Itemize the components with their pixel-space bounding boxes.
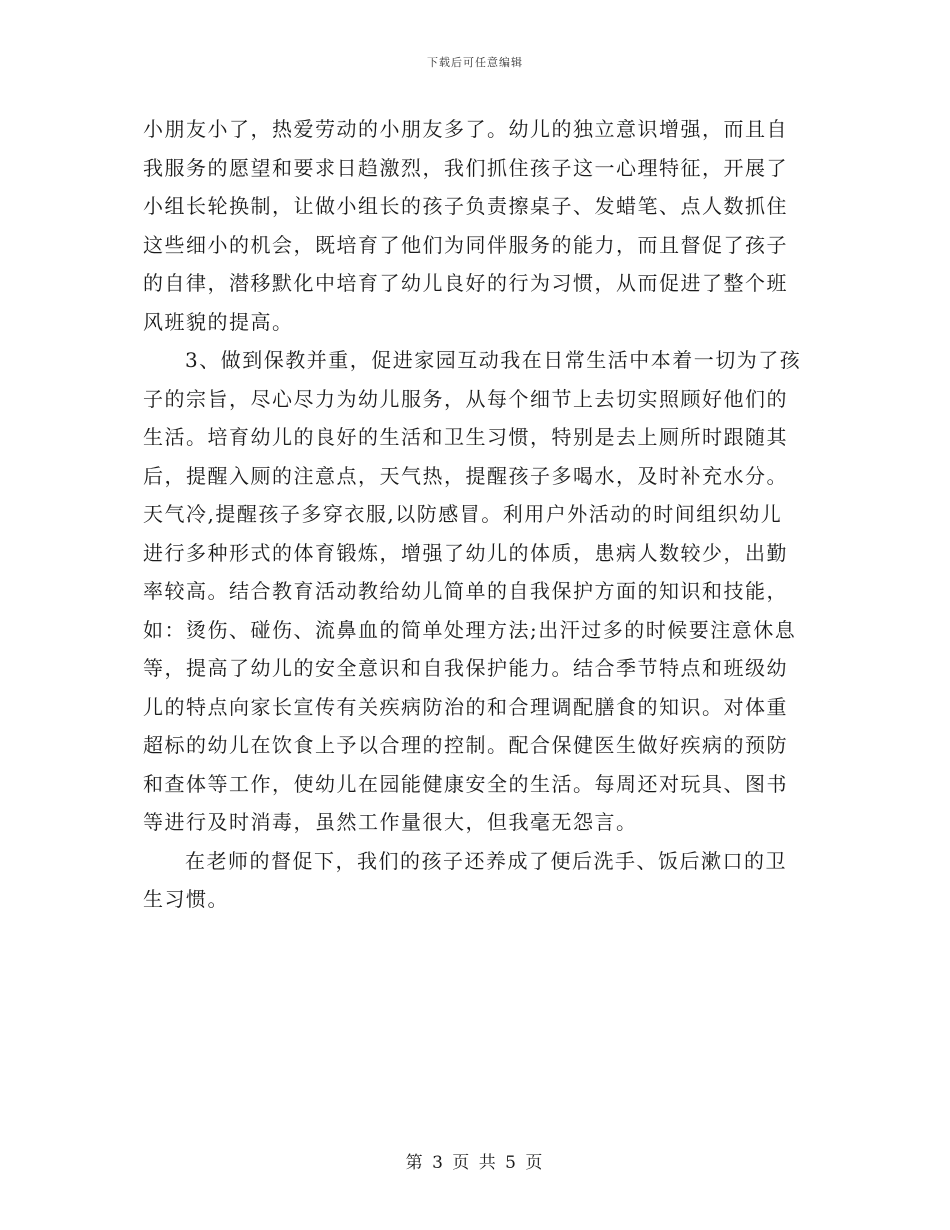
- paragraph-2: [143, 341, 807, 842]
- text-line: 的自律，潜移默化中培育了幼儿良好的行为习惯，从而促进了整个班: [143, 271, 788, 295]
- text-line: 这些细小的机会，既培育了他们为同伴服务的能力，而且督促了孩子: [143, 232, 788, 257]
- text-line: 小组长轮换制，让做小组长的孩子负责擦桌子、发蜡笔、点人数抓住: [143, 194, 788, 218]
- header-note: 下载后可任意编辑: [427, 56, 523, 69]
- text-line: 如：烫伤、碰伤、流鼻血的简单处理方法;出汗过多的时候要注意休息: [143, 617, 797, 642]
- document-body: [143, 110, 807, 919]
- text-line: 风班貌的提高。: [143, 309, 294, 334]
- text-line: 天气冷,提醒孩子多穿衣服,以防感冒。利用户外活动的时间组织幼儿: [143, 502, 783, 526]
- text-line: 等进行及时消毒，虽然工作量很大，但我毫无怨言。: [143, 810, 638, 834]
- page-number: 第 3 页 共 5 页: [405, 1153, 545, 1173]
- text-line: 生活。培育幼儿的良好的生活和卫生习惯，特别是去上厕所时跟随其: [143, 425, 788, 449]
- text-line: 生习惯。: [143, 887, 229, 911]
- paragraph-3: [143, 842, 807, 919]
- text-line: 和查体等工作，使幼儿在园能健康安全的生活。每周还对玩具、图书: [143, 771, 788, 796]
- text-line: 小朋友小了，热爱劳动的小朋友多了。幼儿的独立意识增强，而且自: [143, 117, 788, 141]
- text-line: 在老师的督促下，我们的孩子还养成了便后洗手、饭后漱口的卫: [185, 848, 787, 873]
- text-line: 我服务的愿望和要求日趋激烈，我们抓住孩子这一心理特征，开展了: [143, 155, 788, 180]
- text-line: 进行多种形式的体育锻炼，增强了幼儿的体质，患病人数较少，出勤: [143, 540, 788, 565]
- text-line: 后，提醒入厕的注意点，天气热，提醒孩子多喝水，及时补充水分。: [143, 463, 788, 488]
- text-line: 率较高。结合教育活动教给幼儿简单的自我保护方面的知识和技能，: [143, 579, 788, 603]
- text-line: 儿的特点向家长宣传有关疾病防治的和合理调配膳食的知识。对体重: [143, 694, 788, 719]
- text-line: 等，提高了幼儿的安全意识和自我保护能力。结合季节特点和班级幼: [143, 656, 788, 680]
- text-line: 3、做到保教并重，促进家园互动我在日常生活中本着一切为了孩: [185, 348, 802, 372]
- text-line: 子的宗旨，尽心尽力为幼儿服务，从每个细节上去切实照顾好他们的: [143, 386, 788, 411]
- paragraph-1: [143, 110, 807, 341]
- text-line: 超标的幼儿在饮食上予以合理的控制。配合保健医生做好疾病的预防: [143, 733, 788, 757]
